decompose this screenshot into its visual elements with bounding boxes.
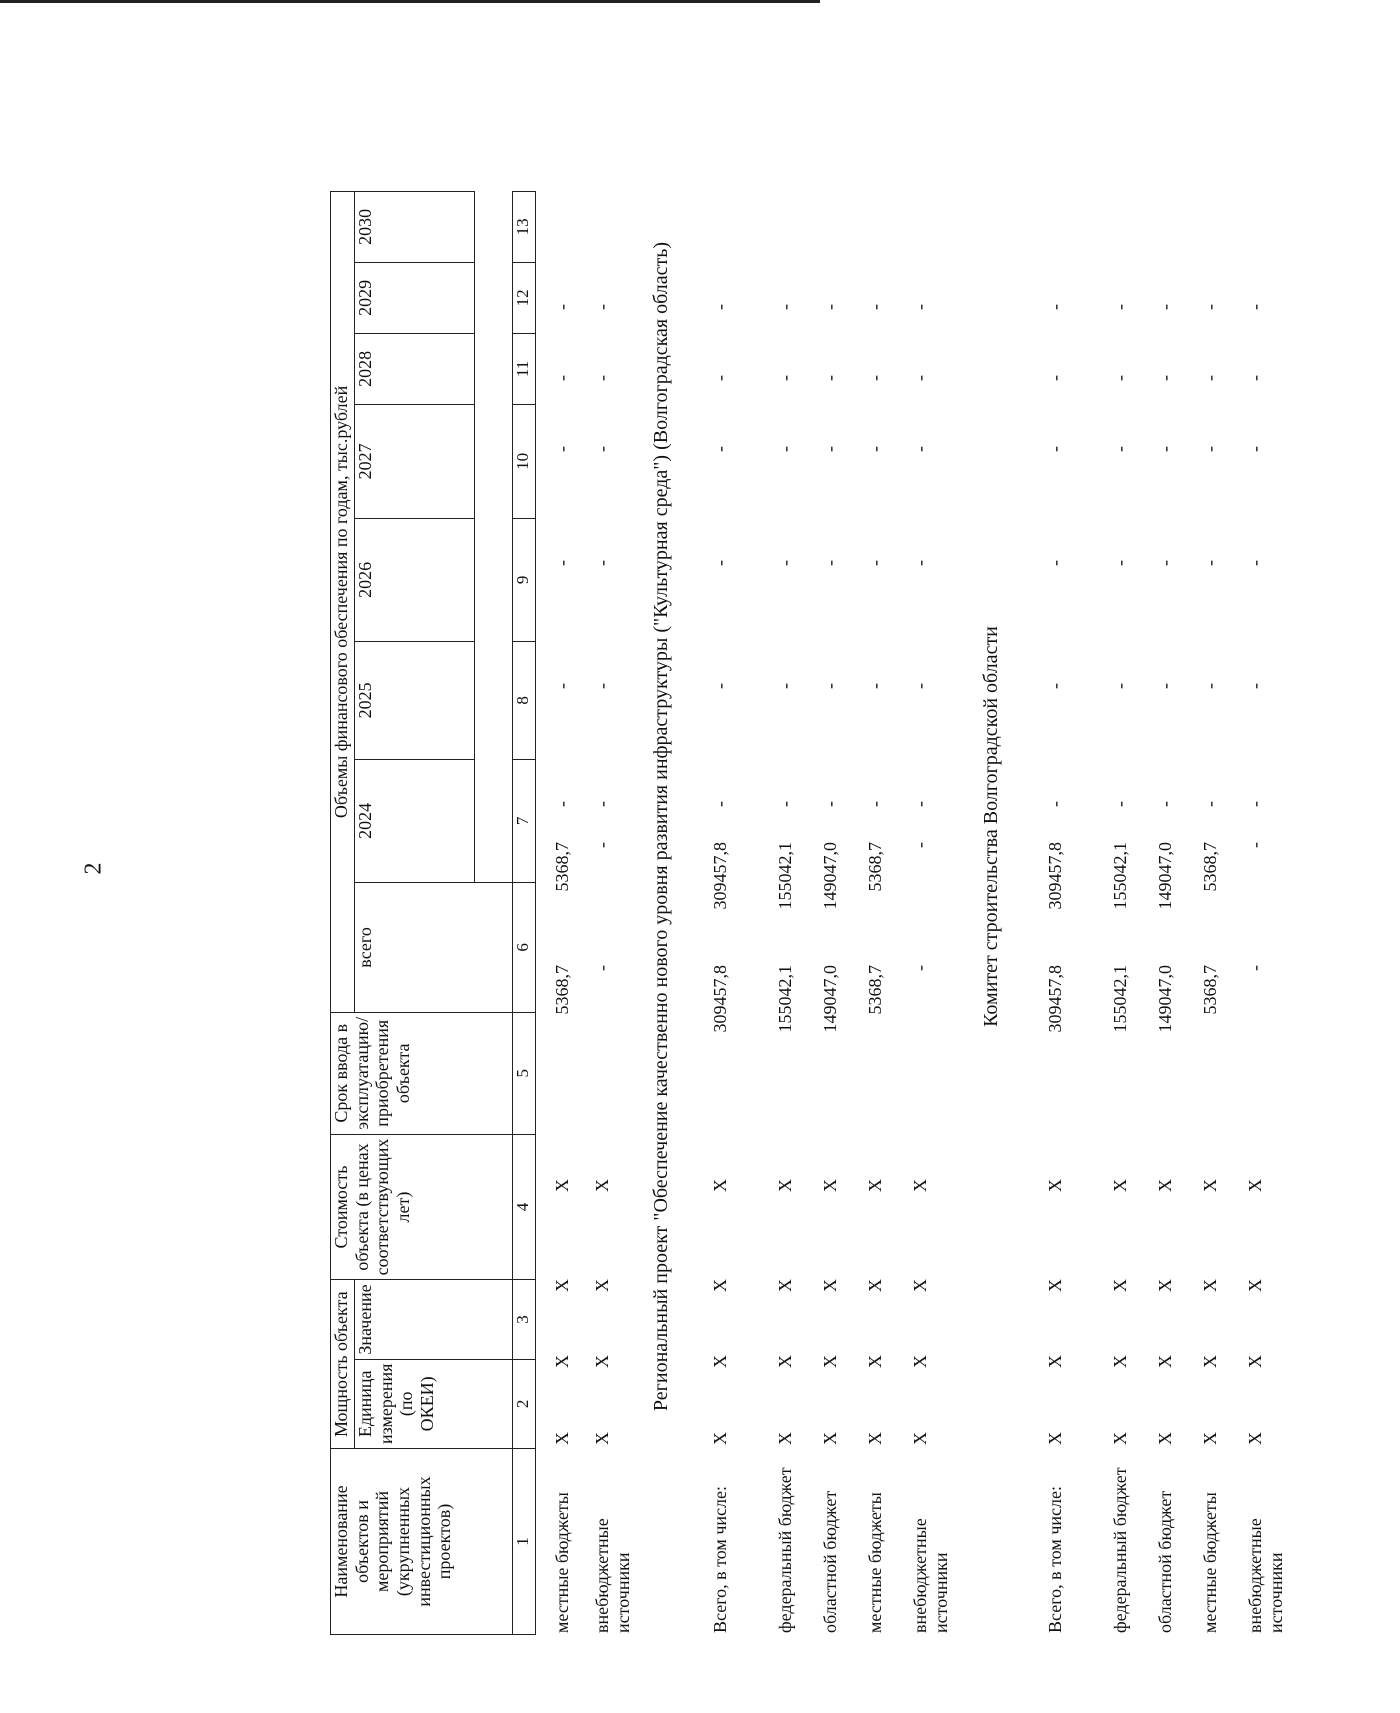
header-value: Значение bbox=[355, 1280, 513, 1359]
col-number: 7 bbox=[513, 759, 536, 882]
header-year-2029: 2029 bbox=[355, 262, 475, 333]
header-year-2027: 2027 bbox=[355, 404, 475, 518]
col-number: 12 bbox=[513, 262, 536, 333]
row-label: Всего, в том числе: bbox=[1045, 1486, 1065, 1633]
header-year-2025: 2025 bbox=[355, 641, 475, 759]
header-capacity: Мощность объекта bbox=[331, 1280, 355, 1449]
row-label: Всего, в том числе: bbox=[710, 1486, 730, 1633]
row-label: федеральный бюджет bbox=[775, 1467, 795, 1633]
col-number: 4 bbox=[513, 1134, 536, 1280]
top-border-line bbox=[0, 0, 820, 3]
col-number: 9 bbox=[513, 518, 536, 641]
header-table bbox=[330, 191, 536, 1635]
row-label: местные бюджеты bbox=[552, 1492, 572, 1633]
header-year-2026: 2026 bbox=[355, 518, 475, 641]
col-number: 5 bbox=[513, 1012, 536, 1134]
row-label: местные бюджеты bbox=[1200, 1492, 1220, 1633]
header-unit: Единица измерения (по ОКЕИ) bbox=[355, 1359, 513, 1448]
header-total: всего bbox=[355, 882, 513, 1012]
col-number: 8 bbox=[513, 641, 536, 759]
page-number: 2 bbox=[80, 862, 107, 875]
row-label: местные бюджеты bbox=[865, 1492, 885, 1633]
row-label: внебюджетные источники bbox=[1245, 1518, 1286, 1633]
row-label: внебюджетные источники bbox=[592, 1518, 633, 1633]
col-number: 2 bbox=[513, 1359, 536, 1448]
header-year-2030: 2030 bbox=[355, 191, 475, 262]
section-title-regional-project: Региональный проект "Обеспечение качественно нового уровня развития инфраструктуры ("Культурная среда") (Волгоградская область) bbox=[650, 241, 672, 1412]
header-year-2024: 2024 bbox=[355, 759, 475, 882]
header-funding: Объемы финансового обеспечения по годам, тыс.рублей bbox=[331, 191, 355, 1012]
row-label: внебюджетные источники bbox=[910, 1518, 951, 1633]
col-number: 11 bbox=[513, 333, 536, 404]
header-name: Наименование объектов и мероприятий (укрупненных инвестиционных проектов) bbox=[331, 1449, 513, 1635]
header-year-2028: 2028 bbox=[355, 333, 475, 404]
col-number: 3 bbox=[513, 1280, 536, 1359]
col-number: 6 bbox=[513, 882, 536, 1012]
header-term: Срок ввода в эксплуатацию/ приобретения объекта bbox=[331, 1012, 513, 1134]
col-number: 10 bbox=[513, 404, 536, 518]
col-number: 1 bbox=[513, 1449, 536, 1635]
row-label: областной бюджет bbox=[820, 1490, 840, 1633]
rotated-page-content: Наименование объектов и мероприятий (укрупненных инвестиционных проектов) Мощность объекта Стоимость объекта (в ценах соответствующих лет) Срок ввода в эксплуатацию/ приобретения объекта Объемы финансового обеспечения по годам, тыс.рублей Единица измерения (по ОКЕИ) Значение всего 2024 2025 2026 2027 2028 2029 2030 1 2 3 4 5 6 7 8 9 10 11 12 13 местные бюджеты Х Х Х Х 5368,7 5368,7 - - - - - - внебюджетные источники Х Х Х Х - - - - - - - - Региональный проект "Обеспечение качественно нового уровня развития инфраструктуры ("Культурная среда") (Волгоградская область) Всего, в том числе: Х Х Х Х 309457,8 309457,8 - - - - - - федеральный бюджет Х Х Х Х 155042,1 155042,1 - - - - - - областной бюджет Х Х Х Х 149047,0 149047,0 - - - - - - местные бюджеты Х Х Х Х 5368,7 5368,7 - - - - - - внебюджетные источники Х Х Х Х - - - - - - - - Комитет строительства Волгоградской области Всего, в том числе: Х Х Х Х 309457,8 309457,8 - - - - - - федеральный бюджет Х Х Х Х 155042,1 155042,1 - - - - - - областной бюджет Х Х Х Х 149047,0 149047,0 - - - - - - местные бюджеты Х Х Х Х 5368,7 5368,7 - - - - - - внебюджетные источники Х Х Х Х - - - - - - - - bbox=[330, 18, 1400, 1635]
row-label: федеральный бюджет bbox=[1110, 1467, 1130, 1633]
col-number: 13 bbox=[513, 191, 536, 262]
section-title-committee: Комитет строительства Волгоградской области bbox=[980, 626, 1002, 1027]
header-cost: Стоимость объекта (в ценах соответствующих лет) bbox=[331, 1134, 513, 1280]
row-label: областной бюджет bbox=[1155, 1490, 1175, 1633]
